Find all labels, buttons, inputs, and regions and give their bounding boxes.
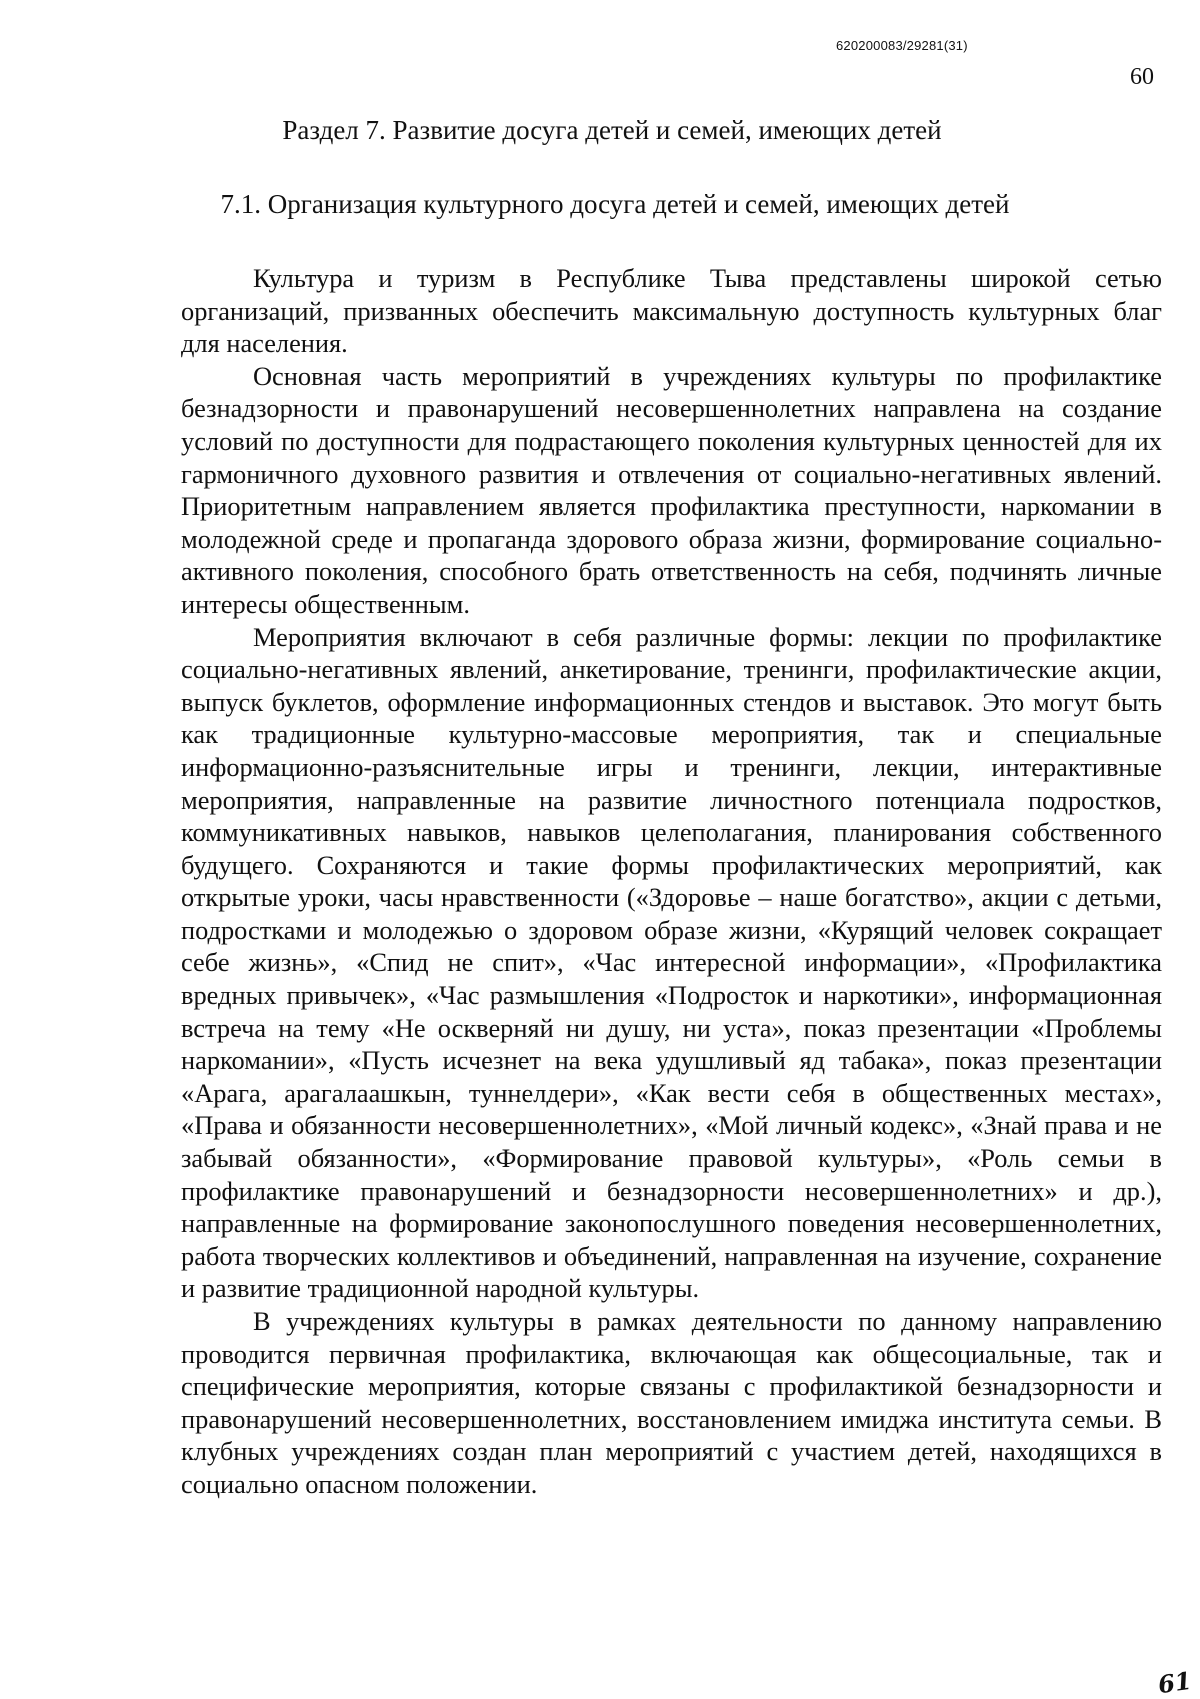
handwritten-page-number: 61 <box>1156 1665 1194 1699</box>
subsection-title: 7.1. Организация культурного досуга детей и семей, имеющих детей <box>220 189 1010 219</box>
paragraph-intro: Культура и туризм в Республике Тыва представлены широкой сетью организаций, призванных обеспечить максимальную доступность культурных благ для населения. <box>181 263 1162 359</box>
section-title: Раздел 7. Развитие досуга детей и семей, имеющих детей <box>282 115 942 145</box>
paragraph-primary-prevention: В учреждениях культуры в рамках деятельности по данному направлению проводится первичная профилактика, включающая как общесоциальные, так и специфические мероприятия, которые связаны с профилактикой безнадзорности и правонарушений несовершеннолетних, восстановлением имиджа института семьи. В клубных учреждениях создан план мероприятий с участием детей, находящихся в социально опасном положении. <box>181 1306 1162 1499</box>
body-text <box>181 262 1162 1501</box>
page-number: 60 <box>1130 64 1154 90</box>
document-id: 620200083/29281(31) <box>836 38 968 53</box>
paragraph-main-activities: Основная часть мероприятий в учреждениях культуры по профилактике безнадзорности и правонарушений несовершеннолетних направлена на создание условий по доступности для подрастающего поколения культурных ценностей для их гармоничного духовного развития и отвлечения от социально-негативных явлений. Приоритетным направлением является профилактика преступности, наркомании в молодежной среде и пропаганда здорового образа жизни, формирование социально-активного поколения, способного брать ответственность на себя, подчинять личные интересы общественным. <box>181 360 1162 619</box>
paragraph-event-forms: Мероприятия включают в себя различные формы: лекции по профилактике социально-негативных явлений, анкетирование, тренинги, профилактические акции, выпуск буклетов, оформление информационных стендов и выставок. Это могут быть как традиционные культурно-массовые мероприятия, так и специальные информационно-разъяснительные игры и тренинги, лекции, интерактивные мероприятия, направленные на развитие личностного потенциала подростков, коммуникативных навыков, навыков целеполагания, планирования собственного будущего. Сохраняются и такие формы профилактических мероприятий, как открытые уроки, часы нравственности («Здоровье – наше богатство», акции с детьми, подростками и молодежью о здоровом образе жизни, «Курящий человек сокращает себе жизнь», «Спид не спит», «Час интересной информации», «Профилактика вредных привычек», «Час размышления «Подросток и наркотики», информационная встреча на тему «Не оскверняй ни душу, ни уста», показ презентации «Проблемы наркомании», «Пусть исчезнет на века удушливый яд табака», показ презентации «Арага, арагалаашкын, туннелдери», «Как вести себя в общественных местах», «Права и обязанности несовершеннолетних», «Мой личный кодекс», «Знай права и не забывай обязанности», «Формирование правовой культуры», «Роль семьи в профилактике правонарушений и безнадзорности несовершеннолетних» и др.), направленные на формирование законопослушного поведения несовершеннолетних, работа творческих коллективов и объединений, направленная на изучение, сохранение и развитие традиционной народной культуры. <box>181 621 1162 1304</box>
